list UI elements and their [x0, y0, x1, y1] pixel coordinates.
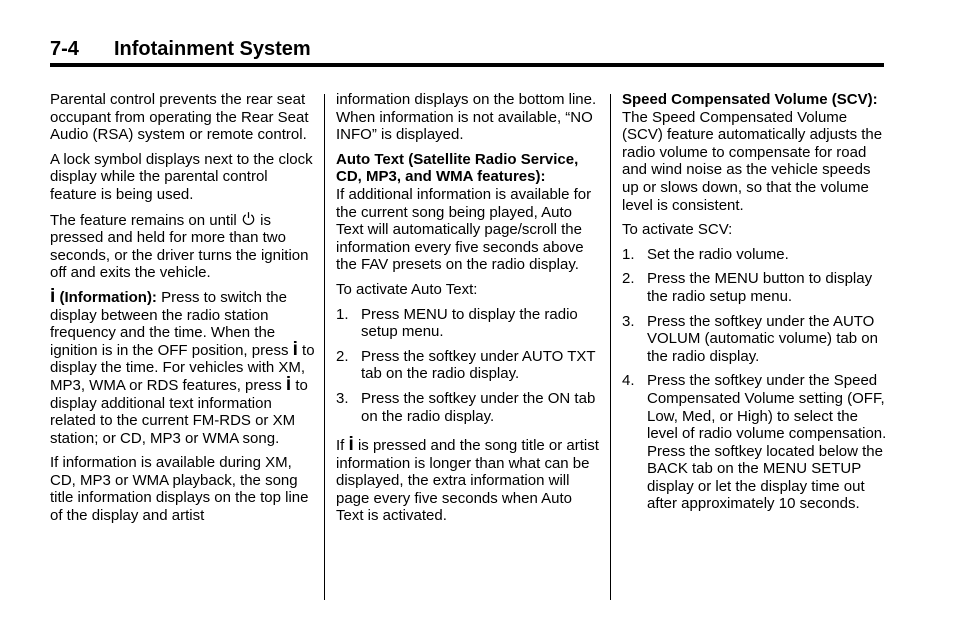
header-rule [50, 63, 884, 67]
list-item [622, 372, 888, 513]
page-header [50, 38, 884, 66]
step-text: Set the radio volume. [647, 245, 789, 263]
step-number: 2. [336, 347, 349, 365]
column-divider [610, 94, 611, 600]
step-number: 1. [336, 305, 349, 323]
paragraph [336, 151, 602, 274]
text-run: The Speed Compensated Volume (SCV) feature automatically adjusts the radio volume to compensate for road and wind noise as the vehicle speeds up or slows down, so that the volume level is consistent. [622, 108, 883, 214]
paragraph [50, 211, 315, 282]
step-text: Press the softkey under the ON tab on the radio display. [361, 389, 596, 425]
paragraph: To activate SCV: [622, 221, 733, 239]
step-text: Press the softkey under AUTO TXT tab on the radio display. [361, 347, 596, 383]
step-text: Press the MENU button to display the radio setup menu. [647, 270, 873, 305]
list-item [336, 306, 602, 341]
info-label: (Information): [59, 288, 157, 306]
text-run: The feature remains on until [50, 211, 241, 229]
paragraph [50, 285, 315, 447]
column-3 [622, 91, 888, 520]
paragraph: If information is available during XM, CD, MP3 or WMA playback, the song title information displays on the top line of the display and artist [50, 454, 309, 525]
scv-steps [622, 246, 888, 513]
page-number: 7-4 [50, 38, 79, 60]
info-icon: i [348, 434, 354, 456]
step-number: 3. [336, 389, 349, 407]
step-number: 2. [622, 270, 635, 288]
step-number: 4. [622, 372, 635, 390]
step-text: Press the softkey located below the BACK tab on the MENU SETUP display or let the display time out after approximately 10 seconds. [647, 442, 883, 513]
text-run: to display the time. For vehicles with XM, MP3, WMA or RDS features, press [50, 341, 315, 394]
text-run: If [336, 437, 349, 455]
column-1 [50, 91, 315, 532]
list-item [336, 390, 602, 425]
column-divider [324, 94, 325, 600]
list-item [336, 348, 602, 383]
step-text: Press MENU to display the radio setup menu. [361, 305, 578, 341]
paragraph: To activate Auto Text: [336, 280, 478, 298]
paragraph: information displays on the bottom line. When information is not available, “NO INFO” is displayed. [336, 91, 597, 144]
text-run: is pressed and the song title or artist information is longer than what can be displayed, the extra information will page every five seconds when Auto Text is activated. [336, 437, 599, 525]
info-icon: i [285, 373, 292, 395]
step-number: 1. [622, 245, 635, 263]
list-item [622, 313, 888, 366]
paragraph [622, 91, 888, 214]
info-icon: i [292, 338, 298, 360]
text-run: to display additional text information related to the current FM-RDS or XM station; or CD, MP3 or WMA song. [50, 376, 308, 447]
paragraph: A lock symbol displays next to the clock display while the parental control feature is being used. [50, 150, 313, 203]
step-number: 3. [622, 312, 635, 330]
info-icon: i [50, 285, 56, 307]
paragraph: Parental control prevents the rear seat occupant from operating the Rear Seat Audio (RSA) system or remote control. [50, 91, 309, 144]
step-text: Press the softkey under the Speed Compensated Volume setting (OFF, Low, Med, or High) to select the level of radio volume compensation. [647, 372, 887, 443]
text-run: is pressed and held for more than two seconds, or the driver turns the ignition off and exits the vehicle. [50, 211, 309, 282]
list-item [622, 246, 888, 264]
power-icon [241, 211, 256, 226]
scv-label: Speed Compensated Volume (SCV): [622, 91, 878, 108]
auto-text-label: Auto Text (Satellite Radio Service, CD, MP3, and WMA features): [336, 150, 579, 186]
text-run: If additional information is available for the current song being played, Auto Text will automatically page/scroll the information every five seconds above the FAV presets on the radio display. [336, 185, 592, 274]
column-2 [336, 91, 602, 532]
list-item [622, 270, 888, 305]
text-run: Press to switch the display between the radio station frequency and the time. When the ignition is in the OFF position, press [50, 288, 293, 359]
step-text: Press the softkey under the AUTO VOLUM (automatic volume) tab on the radio display. [647, 312, 878, 365]
auto-text-steps [336, 306, 602, 426]
paragraph [336, 434, 602, 525]
section-title: Infotainment System [114, 38, 311, 60]
